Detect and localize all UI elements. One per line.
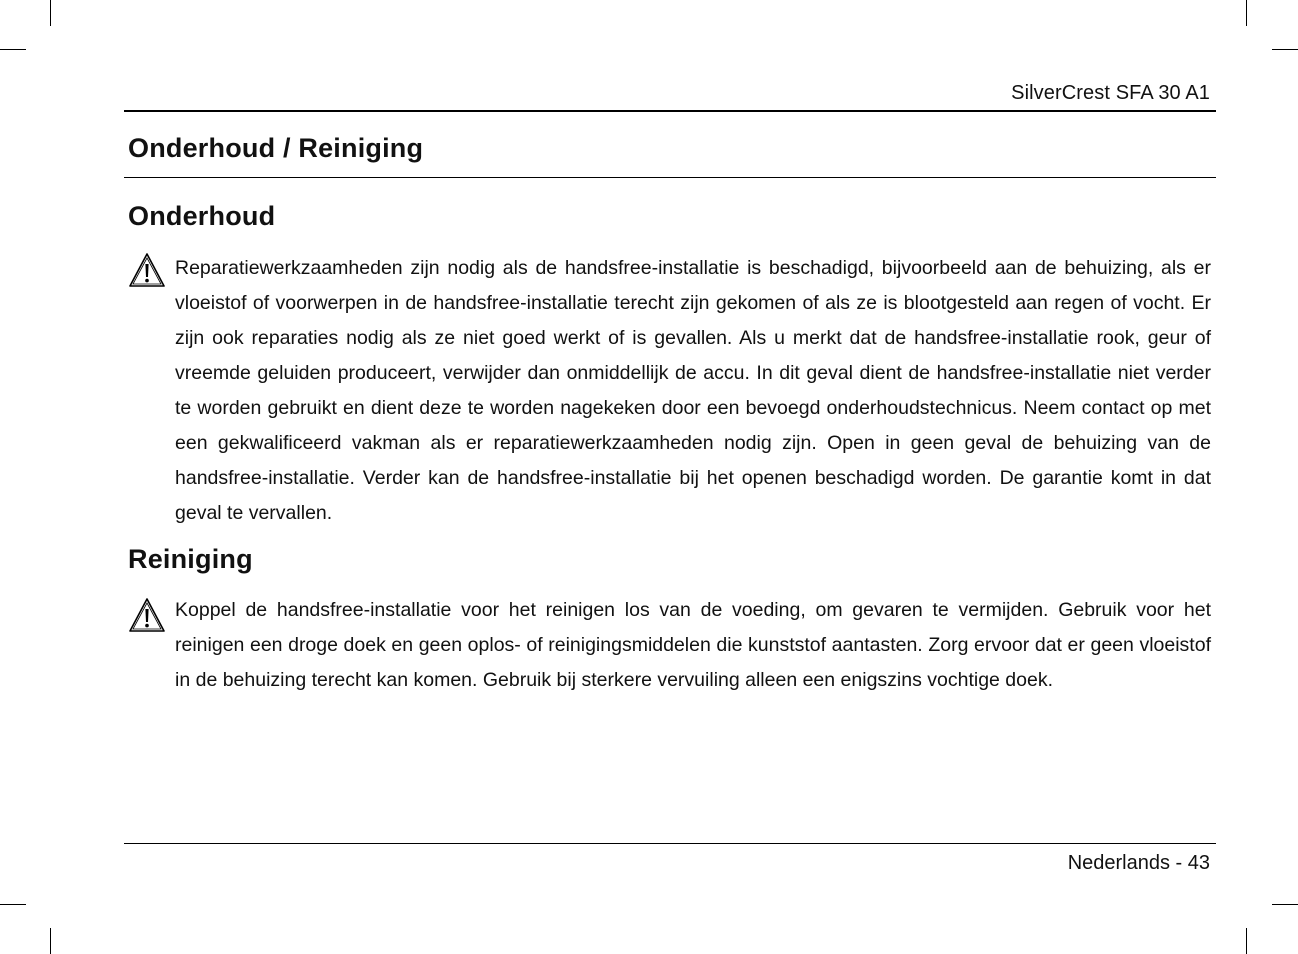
header-rule: [124, 110, 1216, 112]
warning-triangle-icon: [128, 597, 166, 633]
heading-reiniging: Reiniging: [128, 544, 253, 574]
footer-rule: [124, 843, 1216, 844]
crop-mark-bottom-right-h: [1272, 904, 1298, 905]
crop-mark-top-right-h: [1272, 49, 1298, 50]
crop-mark-top-left-v: [50, 0, 51, 26]
running-header: SilverCrest SFA 30 A1: [1011, 82, 1210, 104]
section-title: Onderhoud / Reiniging: [128, 133, 424, 163]
onderhoud-text: Reparatiewerkzaamheden zijn nodig als de handsfree-installatie is beschadigd, bijvoorbeeld aan de behuizing, als er vloeistof of voorwerpen in de handsfree-installatie terecht zijn gekomen of als ze is blootgesteld aan regen of vocht. Er zijn ook reparaties nodig als ze niet goed werkt of is gevallen. Als u merkt dat de handsfree-installatie rook, geur of vreemde geluiden produceert, verwijder dan onmiddellijk de accu. In dit geval dient de handsfree-installatie niet verder te worden gebruikt en dient deze te worden nagekeken door een bevoegd onderhoudstechnicus. Neem contact op met een gekwalificeerd vakman als er reparatiewerkzaamheden nodig zijn. Open in geen geval de behuizing van de handsfree-installatie. Verder kan de handsfree-installatie bij het openen beschadigd worden. De garantie komt in dat geval te vervallen.: [175, 257, 1211, 524]
reiniging-text: Koppel de handsfree-installatie voor het reinigen los van de voeding, om gevaren te vermijden. Gebruik voor het reinigen een droge doek en geen oplos- of reinigingsmiddelen die kunststof aantasten. Zorg ervoor dat er geen vloeistof in de behuizing terecht kan komen. Gebruik bij sterkere vervuiling alleen een enigszins vochtige doek.: [175, 599, 1211, 691]
warning-triangle-icon: [128, 252, 166, 288]
crop-mark-bottom-right-v: [1246, 928, 1247, 954]
crop-mark-top-left-h: [0, 49, 26, 50]
crop-mark-bottom-left-h: [0, 904, 26, 905]
crop-mark-top-right-v: [1246, 0, 1247, 26]
section-rule: [124, 177, 1216, 178]
heading-onderhoud: Onderhoud: [128, 201, 276, 231]
page-number: Nederlands - 43: [1067, 852, 1210, 874]
crop-mark-bottom-left-v: [50, 928, 51, 954]
